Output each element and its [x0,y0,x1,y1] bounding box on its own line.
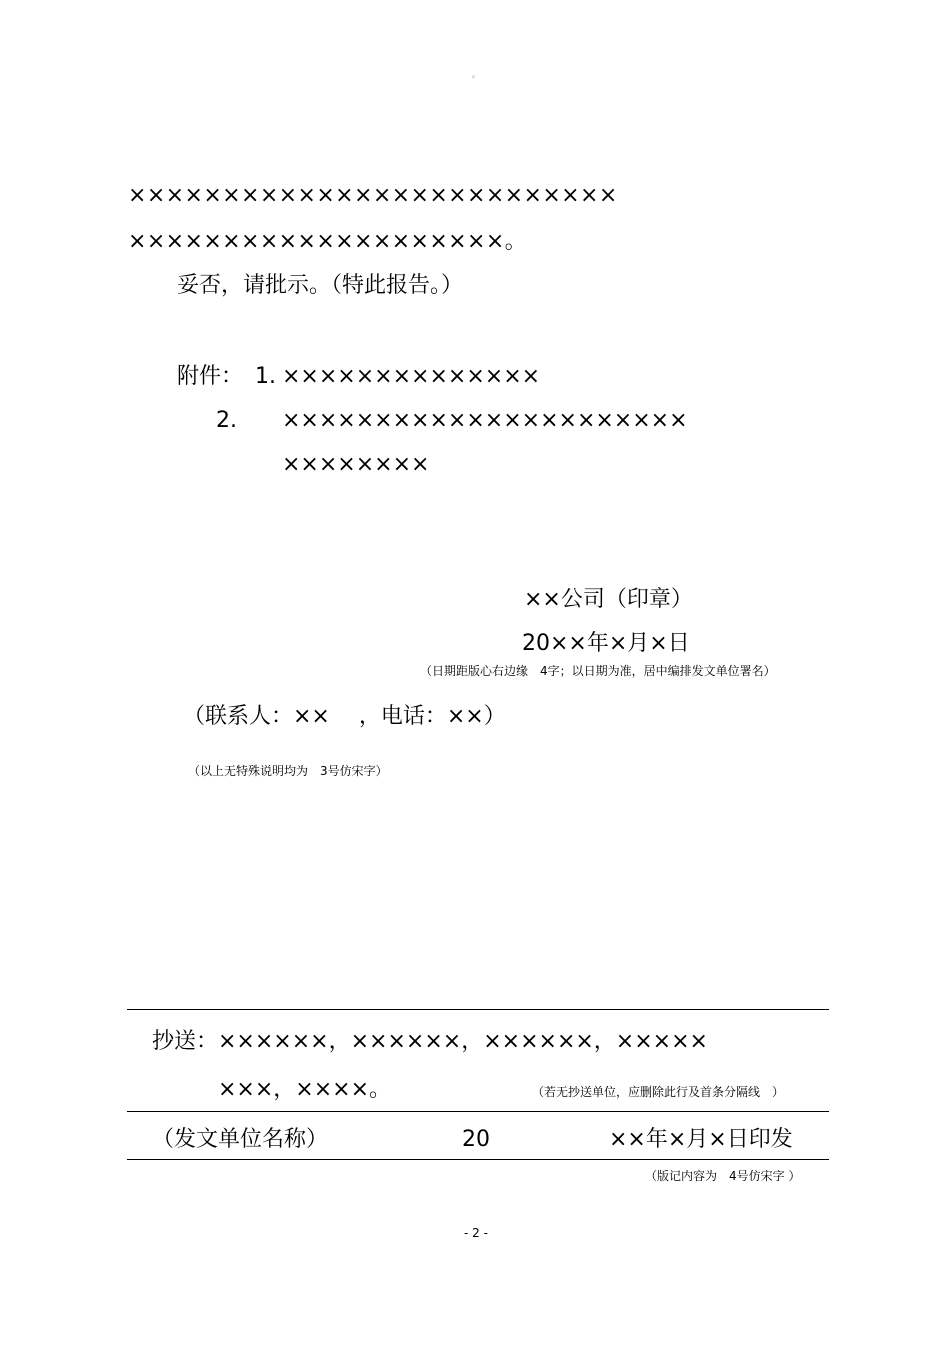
contact-info: （联系人：×× ，电话：××） [183,704,506,729]
attachment-2-text-line-1: ×××××××××××××××××××××× [282,408,688,433]
date-note: （日期距版心右边缘 4字；以日期为准，居中编排发文单位署名） [420,664,776,678]
body-text-line-2: ××××××××××××××××××××。 [128,229,528,254]
issuer-name: （发文单位名称） [152,1127,329,1152]
cc-recipients-line-1: ××××××，××××××，××××××，××××× [218,1029,708,1054]
attachments-label: 附件： [177,364,244,389]
page-number: - 2 - [464,1226,488,1240]
cc-note: （若无抄送单位，应删除此行及首条分隔线 ） [532,1085,785,1099]
closing-request: 妥否，请批示。（特此报告。） [177,273,464,298]
record-bottom-divider [127,1159,829,1160]
issue-year-prefix: 20 [462,1127,490,1152]
cc-label: 抄送： [152,1029,219,1054]
attachment-1-text: ×××××××××××××× [282,364,541,389]
attachment-2-number: 2. [216,408,237,433]
body-text-line-1: ×××××××××××××××××××××××××× [128,183,618,208]
record-font-note: （版记内容为 4号仿宋字 ） [645,1169,801,1183]
issue-date: ××年×月×日印发 [609,1127,793,1152]
attachment-1-number: 1. [255,364,276,389]
signing-date: 20××年×月×日 [522,631,690,656]
font-note: （以上无特殊说明均为 3号仿宋字） [188,764,388,778]
record-middle-divider [127,1111,829,1112]
top-mark: 。 [472,70,480,79]
attachment-2-text-line-2: ×××××××× [282,452,430,477]
cc-recipients-line-2: ×××，××××。 [218,1077,392,1102]
signing-company: ××公司（印章） [524,587,693,612]
record-top-divider [127,1009,829,1010]
